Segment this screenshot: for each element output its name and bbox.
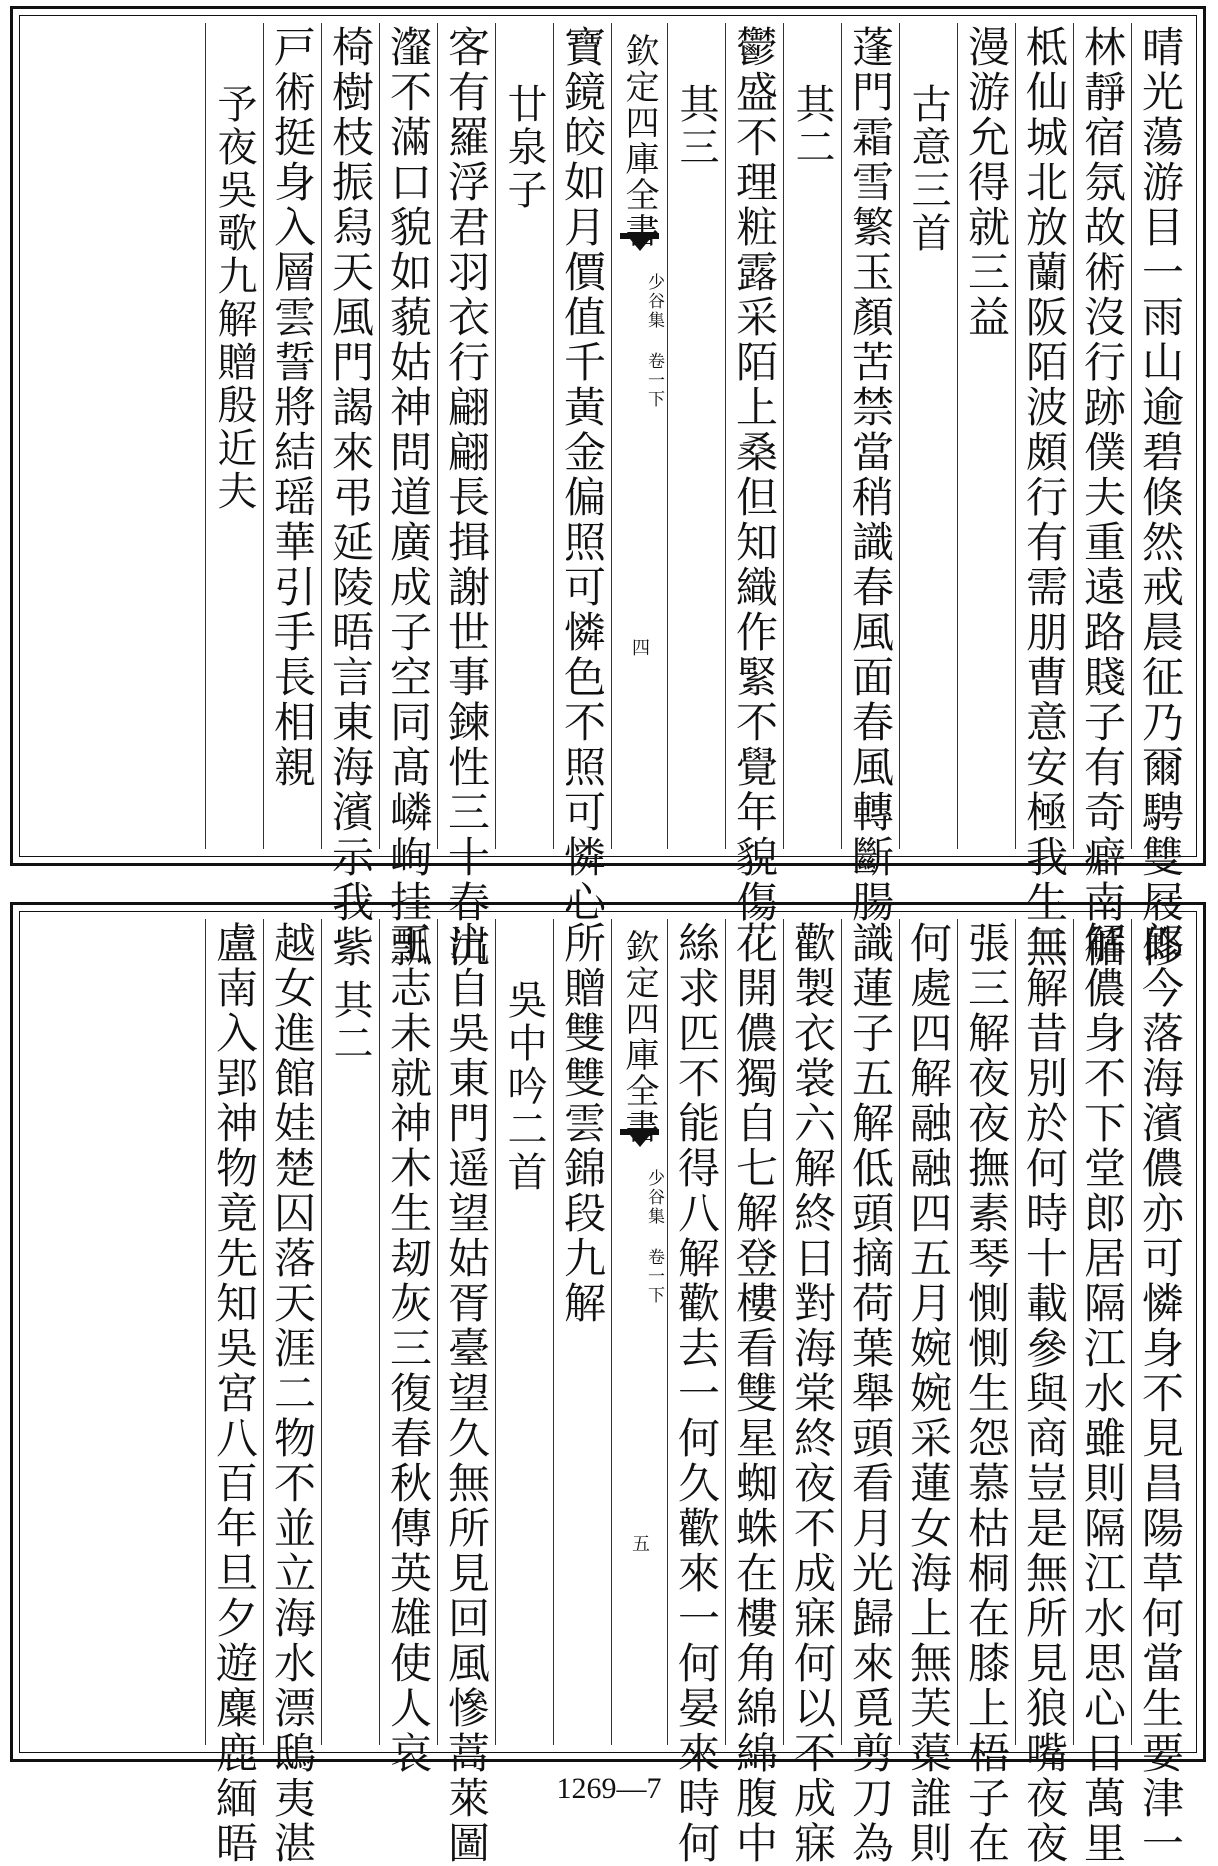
text-column (841, 23, 899, 925)
text-column (205, 919, 263, 1866)
column-text: 識蓮子五解低頭摘荷葉舉頭看月光歸來覓剪刀為 (846, 921, 895, 1866)
column-text: 戸術挺身入層雲誓將結瑶華引手長相親 (268, 25, 317, 790)
column-text: 蓬門霜雪繁玉顏苦禁當稍識春風面春風轉斷腸 (846, 25, 895, 925)
column-text: 越女進館娃楚囚落天涯二物不並立海水漂鴟夷湛 (268, 921, 317, 1866)
text-column (957, 919, 1015, 1866)
column-text: 廿泉子 (501, 83, 547, 212)
column-text: 其三 (673, 83, 719, 169)
text-column (437, 23, 495, 970)
column-text: 古意三首 (905, 83, 951, 255)
text-column (1015, 23, 1073, 970)
text-column (553, 23, 611, 925)
text-column (321, 23, 379, 970)
fish-tail-mark (620, 1129, 659, 1157)
text-column (725, 23, 783, 925)
book-title-volume: 少谷集 卷一下 (644, 1169, 664, 1305)
column-text: 予夜吳歌九解贈殷近夫 (211, 83, 257, 513)
text-column (1131, 23, 1189, 970)
column-text: 其二 (789, 83, 835, 169)
text-column (957, 23, 1015, 849)
text-column (263, 919, 321, 1866)
column-text: 歡製衣裳六解終日對海棠終夜不成寐何以不成寐 (788, 921, 837, 1866)
column-text: 盧南入郢神物竟先知吳宮八百年旦夕遊麋鹿緬晤 (210, 921, 259, 1866)
text-column (263, 23, 321, 849)
collection-title: 欽定四庫全書 (619, 929, 659, 1145)
text-column (899, 919, 957, 1866)
column-text: 何處四解融融四五月婉婉采蓮女海上無芙蕖誰則 (904, 921, 953, 1866)
column-text: 晴光蕩游目一雨山逾碧倏然戒晨征乃爾騁雙屐修 (1136, 25, 1185, 970)
column-text: 解儂身不下堂郎居隔江水雖則隔江水思心日萬里 (1078, 921, 1127, 1866)
center-fold-column (611, 919, 667, 1745)
page-number: 五 (629, 1534, 650, 1552)
text-column (1073, 23, 1131, 970)
column-text: 林靜宿氛故術沒行跡僕夫重遠路賤子有奇癖南循 (1078, 25, 1127, 970)
page-top (10, 6, 1206, 970)
column-text: 客有羅浮君羽衣行翩翩長揖謝世事鍊性三十春沆 (442, 25, 491, 970)
column-text: 寶鏡皎如月價值千黃金偏照可憐色不照可憐心 (558, 25, 607, 925)
column-text: 二解昔別於何時十載參與商豈是無所見狼嘴夜夜 (1020, 921, 1069, 1866)
column-text: 花開儂獨自七解登樓看雙星蜘蛛在樓角綿綿腹中 (730, 921, 779, 1866)
column-text: 椅樹枝振舄天風門謁來弔延陵晤言東海濱示我紫 (326, 25, 375, 970)
text-column (725, 919, 783, 1866)
text-column (783, 23, 841, 849)
text-column (899, 23, 957, 849)
text-column (379, 23, 437, 970)
text-column (1015, 919, 1073, 1866)
text-column (667, 919, 725, 1866)
column-text: 郎今落海濱儂亦可憐身不見昌陽草何當生要津一 (1136, 921, 1185, 1866)
text-columns-top (27, 23, 1189, 970)
column-text: 王志未就神木生刼灰三復春秋傳英雄使人哀 (384, 921, 433, 1776)
text-column (1131, 919, 1189, 1866)
text-column (495, 919, 553, 1745)
text-column (437, 919, 495, 1866)
column-text: 瀣不滿口貌如藐姑神問道廣成子空同髙嶙峋挂瓢 (384, 25, 433, 970)
text-column (783, 919, 841, 1866)
text-column (1073, 919, 1131, 1866)
collection-title: 欽定四庫全書 (619, 33, 659, 249)
column-text: 張三解夜夜撫素琴惻惻生怨慕枯桐在膝上梧子在 (962, 921, 1011, 1866)
text-column (321, 919, 379, 1745)
text-column (495, 23, 553, 849)
column-text: 絲求匹不能得八解歡去一何久歡來一何晏來時何 (672, 921, 721, 1866)
text-column (379, 919, 437, 1776)
column-text: 吳中吟二首 (501, 979, 547, 1194)
column-text: 所贈雙雙雲錦段九解 (558, 921, 607, 1326)
column-text: 柢仙城北放蘭阪陌波頗行有需朋曹意安極我生無 (1020, 25, 1069, 970)
column-text: 其二 (327, 979, 373, 1065)
text-column (205, 23, 263, 849)
book-title-volume: 少谷集 卷一下 (644, 273, 664, 409)
text-column (553, 919, 611, 1745)
column-text: 漫游允得就三益 (962, 25, 1011, 340)
page-footer-number: 1269—7 (556, 1772, 662, 1805)
column-text: 出自吳東門遥望姑胥臺望久無所見回風慘蒿萊圖 (442, 921, 491, 1866)
page-number: 四 (629, 638, 650, 656)
center-fold-column (611, 23, 667, 849)
fish-tail-mark (620, 233, 659, 261)
text-column (841, 919, 899, 1866)
column-text: 鬱盛不理粧露采陌上桑但知織作緊不覺年貌傷 (730, 25, 779, 925)
text-column (667, 23, 725, 849)
